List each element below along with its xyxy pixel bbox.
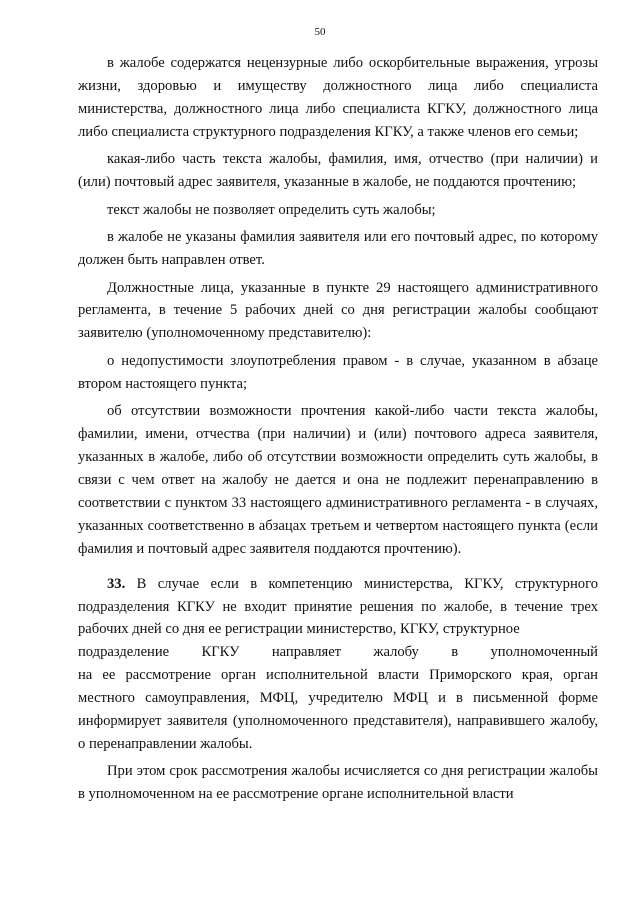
paragraph-abuse-of-right: о недопустимости злоупотребления правом - в случае, указанном в абзаце втором настоящего пункта; bbox=[78, 352, 598, 392]
section-33-text-part2: на ее рассмотрение орган исполнительной власти Приморского края, орган местного самоуправления, МФЦ, учредителю МФЦ и в письменной форме информирует заявителя (уполномоченного представителя), направившего жалобу, о перенаправлении жалобы. bbox=[78, 667, 598, 752]
section-33 bbox=[78, 573, 598, 756]
section-33-text-part1: В случае если в компетенцию министерства, КГКУ, структурного подразделения КГКУ не входит принятие решения по жалобе, в течение трех рабочих дней со дня ее регистрации министерство, КГКУ, структурное bbox=[78, 575, 598, 638]
paragraph-undeterminable-essence: текст жалобы не позволяет определить суть жалобы; bbox=[107, 201, 436, 218]
page-number: 50 bbox=[314, 26, 326, 38]
paragraph-review-period: При этом срок рассмотрения жалобы исчисляется со дня регистрации жалобы в уполномоченном на ее рассмотрение органе исполнительной власти bbox=[78, 763, 598, 803]
paragraph-abusive-content: в жалобе содержатся нецензурные либо оскорбительные выражения, угрозы жизни, здоровью и имуществу должностного лица либо специалиста министерства, должностного лица либо специалиста КГКУ, должностного лица либо специалиста структурного подразделения КГКУ, а также членов его семьи; bbox=[78, 55, 598, 140]
paragraph-officials-notify: Должностные лица, указанные в пункте 29 настоящего административного регламента, в течение 5 рабочих дней со дня регистрации жалобы сообщают заявителю (уполномоченному представителю): bbox=[78, 279, 598, 342]
section-33-number: 33. bbox=[107, 575, 126, 592]
paragraph-unreadable-text: какая-либо часть текста жалобы, фамилия, имя, отчество (при наличии) и (или) почтовый адрес заявителя, указанные в жалобе, не поддаются прочтению; bbox=[78, 151, 598, 191]
document-body bbox=[78, 52, 598, 806]
paragraph-missing-name-address: в жалобе не указаны фамилия заявителя или его почтовый адрес, по которому должен быть направлен ответ. bbox=[78, 229, 598, 269]
section-33-text-line: подразделение КГКУ направляет жалобу в уполномоченный bbox=[78, 644, 598, 661]
paragraph-impossible-reading: об отсутствии возможности прочтения какой-либо части текста жалобы, фамилии, имени, отчества (при наличии) и (или) почтового адреса заявителя, указанных в жалобе, либо об отсутствии возможности определить суть жалобы, в связи с чем ответ на жалобу не дается и она не подлежит перенаправлению в соответствии с пунктом 33 настоящего административного регламента - в случаях, указанных соответственно в абзацах третьем и четвертом настоящего пункта (если фамилия и почтовый адрес заявителя поддаются прочтению). bbox=[78, 403, 598, 557]
